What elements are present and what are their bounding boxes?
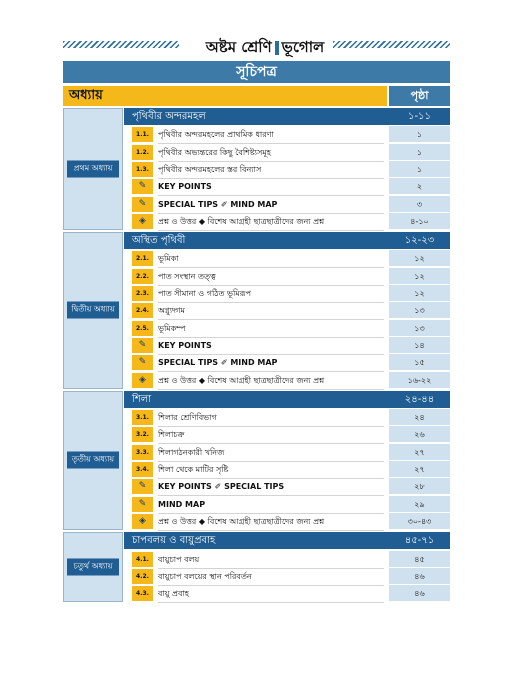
topic-title: ভূমিকম্প (158, 320, 384, 338)
section-title: অস্থিত পৃথিবী (132, 235, 186, 247)
topic-page: ২৯ (389, 496, 450, 513)
topic-page: ৪-১০ (389, 213, 450, 230)
topic-page: ১৫ (389, 354, 450, 371)
topic-title: SPECIAL TIPS ✐ MIND MAP (158, 196, 384, 214)
topic-page: ১৩ (389, 320, 450, 337)
topic-number: 2.5. (132, 321, 153, 336)
topic-title: KEY POINTS ✐ SPECIAL TIPS (158, 478, 384, 496)
toc-row[interactable] (124, 461, 450, 478)
diamond-icon: ◈ (132, 373, 153, 388)
chapter-label: দ্বিতীয় অধ্যায় (67, 302, 119, 319)
toc-row[interactable] (124, 409, 450, 426)
section-pages: ২৪-৪৪ (404, 393, 435, 405)
topic-page: ২৬ (389, 426, 450, 443)
section-header-row[interactable] (124, 108, 450, 125)
toc-row[interactable] (124, 354, 450, 371)
topic-number: 4.2. (132, 569, 153, 584)
toc-row[interactable] (124, 372, 450, 389)
topic-page: ১৬-২২ (389, 372, 450, 389)
toc-row[interactable] (124, 568, 450, 585)
bullet-icon: ✎ (132, 497, 153, 512)
topic-page: ৩ (389, 196, 450, 213)
topic-page: ১২ (389, 268, 450, 285)
topic-number: 2.3. (132, 286, 153, 301)
bullet-icon: ✎ (132, 179, 153, 194)
toc-row[interactable] (124, 268, 450, 285)
chapter-label-cell (63, 232, 123, 389)
chapter-label-cell (63, 108, 123, 230)
topic-page: ১ (389, 161, 450, 178)
topic-title: KEY POINTS (158, 178, 384, 196)
toc-row[interactable] (124, 585, 450, 602)
toc-row[interactable] (124, 337, 450, 354)
topic-title: পৃথিবীর অন্দরমহলের প্রাথমিক ধারণা (158, 126, 384, 144)
toc-row[interactable] (124, 551, 450, 568)
topic-page: ২৭ (389, 444, 450, 461)
topic-page: ১ (389, 144, 450, 161)
section-title: চাপবলয় ও বায়ুপ্রবাহ (132, 535, 216, 547)
section-header-row[interactable] (124, 391, 450, 408)
bullet-icon: ✎ (132, 355, 153, 370)
section-pages: ৪৫-৭১ (404, 535, 435, 547)
topic-title: প্রশ্ন ও উত্তর ◆ বিশেষ আগ্রহী ছাত্রছাত্রীদের জন্য প্রশ্ন (158, 372, 384, 390)
chapter-label: তৃতীয় অধ্যায় (67, 452, 119, 469)
toc-row[interactable] (124, 513, 450, 530)
header-separator (275, 41, 279, 55)
toc-row[interactable] (124, 302, 450, 319)
topic-page: ৩০-৪৩ (389, 513, 450, 530)
topic-title: বায়ুচাপ বলয় (158, 551, 384, 569)
toc-row[interactable] (124, 178, 450, 195)
decorative-hatch-left (63, 41, 179, 48)
topic-number: 4.1. (132, 552, 153, 567)
toc-row[interactable] (124, 444, 450, 461)
topic-title: SPECIAL TIPS ✐ MIND MAP (158, 354, 384, 372)
topic-title: পৃথিবীর অভ্যন্তরের কিছু বৈশিষ্ট্যসমূহ (158, 144, 384, 162)
section-pages: ১-১১ (407, 111, 432, 122)
toc-row[interactable] (124, 320, 450, 337)
topic-number: 4.3. (132, 586, 153, 601)
topic-title: KEY POINTS (158, 337, 384, 355)
topic-title: পাত সংস্থান তত্ত্ব (158, 268, 384, 286)
topic-page: ১২ (389, 285, 450, 302)
bullet-icon: ✎ (132, 197, 153, 212)
topic-page: ১২ (389, 250, 450, 267)
topic-page: ৪৬ (389, 585, 450, 602)
topic-title: শিলা থেকে মাটির সৃষ্টি (158, 461, 384, 479)
topic-title: বায়ুচাপ বলয়ের স্থান পরিবর্তন (158, 568, 384, 586)
topic-number: 3.3. (132, 445, 153, 460)
chapter-column-header: অধ্যায় (63, 86, 387, 106)
toc-row[interactable] (124, 144, 450, 161)
toc-row[interactable] (124, 161, 450, 178)
class-text: অষ্টম শ্রেণি (205, 38, 272, 56)
topic-number: 1.1. (132, 127, 153, 142)
topic-page: ২৭ (389, 461, 450, 478)
bullet-icon: ✎ (132, 338, 153, 353)
topic-page: ২৮ (389, 478, 450, 495)
subject-text: ভূগোল (281, 38, 325, 56)
topic-number: 1.2. (132, 145, 153, 160)
toc-row[interactable] (124, 426, 450, 443)
section-header-row[interactable] (124, 532, 450, 549)
toc-row[interactable] (124, 250, 450, 267)
topic-number: 3.1. (132, 410, 153, 425)
topic-page: ২ (389, 178, 450, 195)
topic-page: ৪৬ (389, 568, 450, 585)
topic-title: বায়ু প্রবাহ (158, 585, 384, 603)
section-title: পৃথিবীর অন্দরমহল (132, 111, 206, 122)
topic-title: শিলাগঠনকারী খনিজ (158, 444, 384, 462)
topic-number: 3.2. (132, 427, 153, 442)
topic-title: পাত সীমানা ও গঠিত ভূমিরূপ (158, 285, 384, 303)
topic-title: প্রশ্ন ও উত্তর ◆ বিশেষ আগ্রহী ছাত্রছাত্রীদের জন্য প্রশ্ন (158, 213, 384, 231)
toc-row[interactable] (124, 196, 450, 213)
topic-page: ১৪ (389, 337, 450, 354)
topic-title: শিলাচক্র (158, 426, 384, 444)
book-header (190, 36, 340, 56)
contents-banner: সূচিপত্র (63, 61, 450, 83)
topic-title: প্রশ্ন ও উত্তর ◆ বিশেষ আগ্রহী ছাত্রছাত্রীদের জন্য প্রশ্ন (158, 513, 384, 531)
topic-number: 3.4. (132, 462, 153, 477)
toc-row[interactable] (124, 496, 450, 513)
toc-row[interactable] (124, 126, 450, 143)
section-pages: ১২-২৩ (404, 235, 435, 247)
decorative-hatch-right (333, 41, 450, 48)
topic-number: 2.2. (132, 269, 153, 284)
topic-page: ৪৫ (389, 551, 450, 568)
topic-title: শিলার শ্রেণিবিভাগ (158, 409, 384, 427)
chapter-label: প্রথম অধ্যায় (67, 161, 119, 178)
topic-page: ১ (389, 126, 450, 143)
topic-number: 2.4. (132, 303, 153, 318)
section-title: শিলা (132, 393, 152, 405)
topic-title: MIND MAP (158, 496, 384, 514)
section-header-row[interactable] (124, 232, 450, 249)
topic-title: অগ্ন্যুদ্গম (158, 302, 384, 320)
topic-page: ২৪ (389, 409, 450, 426)
topic-page: ১৩ (389, 302, 450, 319)
toc-row[interactable] (124, 285, 450, 302)
toc-row[interactable] (124, 478, 450, 495)
topic-title: পৃথিবীর অন্দরমহলের স্তর বিন্যাস (158, 161, 384, 179)
page-column-header: পৃষ্ঠা (389, 86, 450, 106)
chapter-label-cell (63, 391, 123, 530)
chapter-label-cell (63, 532, 123, 602)
topic-number: 2.1. (132, 251, 153, 266)
topic-number: 1.3. (132, 162, 153, 177)
chapter-label: চতুর্থ অধ্যায় (67, 559, 119, 576)
topic-title: ভূমিকা (158, 250, 384, 268)
diamond-icon: ◈ (132, 514, 153, 529)
toc-row[interactable] (124, 213, 450, 230)
bullet-icon: ✎ (132, 479, 153, 494)
diamond-icon: ◈ (132, 214, 153, 229)
